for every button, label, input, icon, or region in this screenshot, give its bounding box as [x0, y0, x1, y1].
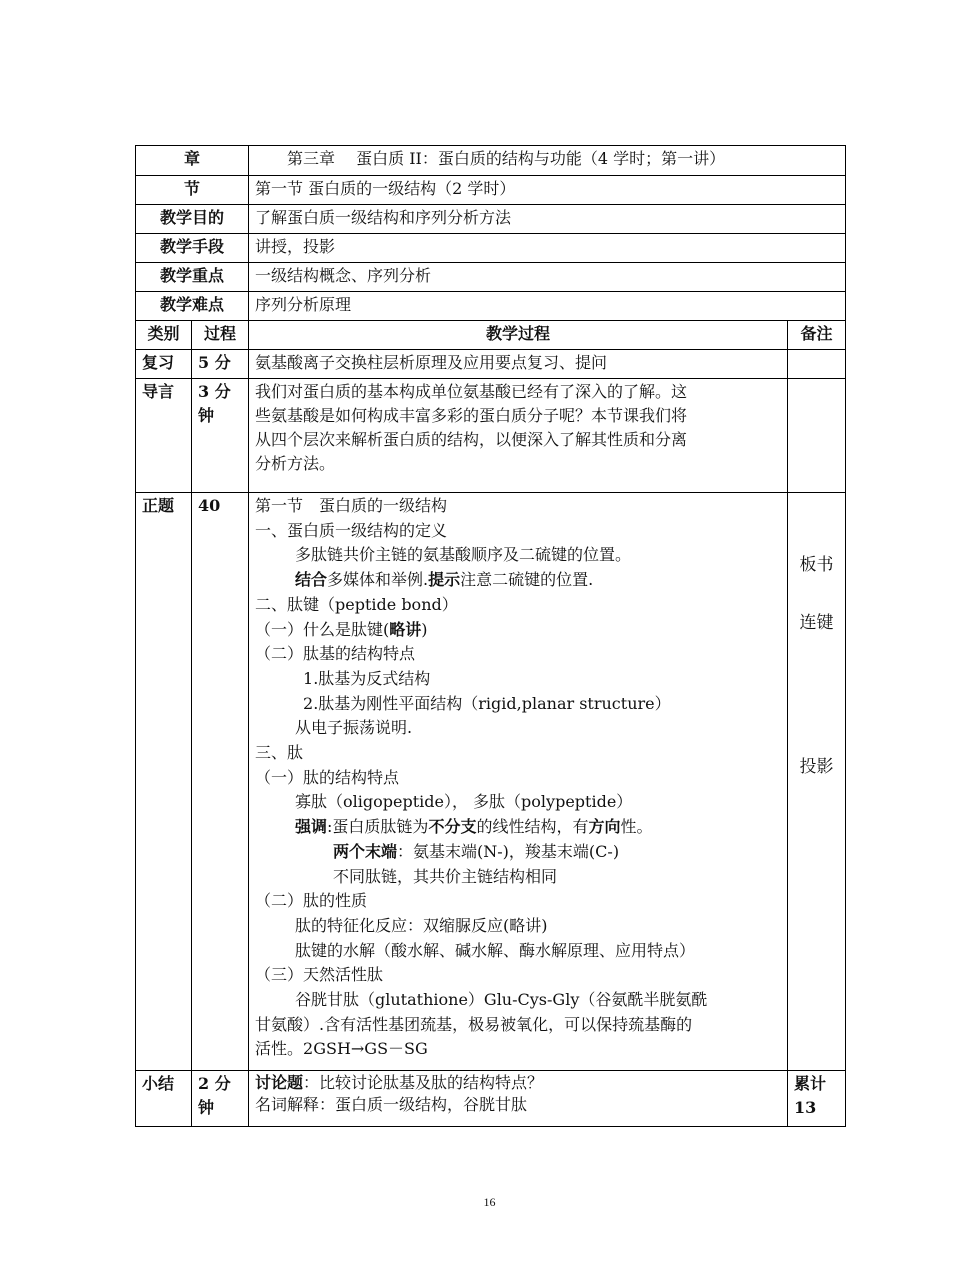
main-line: 二、肽键（peptide bond） [255, 594, 458, 614]
main-text: 多媒体和举例. [327, 570, 429, 590]
main-line: 活性。2GSH→GS－SG [255, 1039, 428, 1059]
intro-duration-line-2: 钟 [198, 406, 215, 425]
main-line: 肽键的水解（酸水解、碱水解、酶水解原理、应用特点） [295, 940, 696, 960]
row-focus [136, 263, 846, 292]
note-projection: 投影 [799, 757, 834, 777]
label-difficulty: 教学难点 [136, 292, 249, 321]
emphasis: 结合 [295, 570, 328, 590]
main-line: （二）肽的性质 [255, 891, 368, 911]
review-duration: 5 分 [192, 350, 249, 379]
main-line [255, 815, 781, 840]
emphasis: 两个末端 [333, 841, 398, 861]
main-text: 注意二硫键的位置. [460, 570, 594, 590]
main-text: ) [421, 619, 428, 639]
row-review [136, 350, 846, 379]
row-main [136, 493, 846, 1071]
intro-line: 分析方法。 [255, 454, 336, 473]
label-chapter: 章 [136, 146, 249, 176]
main-line: 2.肽基为刚性平面结构（rigid,planar structure） [303, 693, 671, 713]
summary-duration-line-2: 钟 [198, 1098, 215, 1117]
main-category: 正题 [136, 493, 192, 1071]
main-text: 性。 [620, 817, 653, 837]
emphasis: 不分支 [428, 817, 477, 837]
main-line: 甘氨酸）.含有活性基团巯基，极易被氧化，可以保持巯基酶的 [255, 1014, 693, 1034]
col-duration: 过程 [192, 321, 249, 350]
main-text: :蛋白质肽链为 [327, 817, 429, 837]
row-section [136, 176, 846, 205]
label-method: 教学手段 [136, 234, 249, 263]
main-text: 的线性结构，有 [476, 817, 589, 837]
main-line: 1.肽基为反式结构 [303, 668, 431, 688]
main-content [249, 493, 788, 1071]
main-line: 三、肽 [255, 743, 304, 763]
main-line [255, 840, 781, 865]
emphasis: 方向 [588, 817, 621, 837]
main-line: 从电子振荡说明. [295, 718, 413, 738]
row-difficulty [136, 292, 846, 321]
main-line: 一、蛋白质一级结构的定义 [255, 520, 448, 540]
main-line: 第一节 蛋白质的一级结构 [255, 496, 448, 515]
summary-note-line-2: 13 [794, 1098, 817, 1117]
summary-note-line-1: 累计 [794, 1074, 827, 1093]
main-text: ：氨基末端(N-)，羧基末端(C-) [397, 841, 620, 861]
lesson-plan-table [135, 145, 846, 1127]
summary-line: 名词解释：蛋白质一级结构，谷胱甘肽 [255, 1095, 528, 1114]
main-notes [788, 493, 846, 1071]
emphasis: 讨论题 [255, 1073, 304, 1092]
note-board: 板书 [799, 555, 834, 575]
intro-duration-line-1: 3 分 [198, 382, 231, 401]
row-chapter [136, 146, 846, 176]
label-objective: 教学目的 [136, 205, 249, 234]
col-notes: 备注 [788, 321, 846, 350]
summary-line [255, 1072, 781, 1094]
emphasis: 略讲 [389, 619, 422, 639]
intro-duration [192, 379, 249, 493]
summary-content [249, 1071, 788, 1127]
col-category: 类别 [136, 321, 192, 350]
main-line: 多肽链共价主链的氨基酸顺序及二硫键的位置。 [295, 545, 632, 565]
main-line: （三）天然活性肽 [255, 965, 384, 985]
value-difficulty: 序列分析原理 [249, 292, 846, 321]
value-chapter: 第三章 蛋白质 II：蛋白质的结构与功能（4 学时；第一讲） [249, 146, 846, 176]
main-line: 不同肽链，其共价主链结构相同 [333, 866, 558, 886]
label-section: 节 [136, 176, 249, 205]
summary-duration [192, 1071, 249, 1127]
main-line: （二）肽基的结构特点 [255, 644, 416, 664]
summary-text: ：比较讨论肽基及肽的结构特点？ [303, 1073, 544, 1092]
value-section: 第一节 蛋白质的一级结构（2 学时） [249, 176, 846, 205]
page-number: 16 [483, 1195, 496, 1209]
intro-line: 从四个层次来解析蛋白质的结构，以便深入了解其性质和分离 [255, 430, 688, 449]
review-notes [788, 350, 846, 379]
row-column-headers [136, 321, 846, 350]
row-objective [136, 205, 846, 234]
main-line: 谷胱甘肽（glutathione）Glu-Cys-Gly（谷氨酰半胱氨酰 [295, 990, 708, 1010]
main-duration: 40 [192, 493, 249, 1071]
emphasis: 提示 [428, 570, 461, 590]
main-line: （一）肽的结构特点 [255, 767, 400, 787]
intro-category: 导言 [136, 379, 192, 493]
intro-line: 些氨基酸是如何构成丰富多彩的蛋白质分子呢？本节课我们将 [255, 406, 688, 425]
intro-notes [788, 379, 846, 493]
value-method: 讲授，投影 [249, 234, 846, 263]
label-focus: 教学重点 [136, 263, 249, 292]
review-category: 复习 [136, 350, 192, 379]
value-focus: 一级结构概念、序列分析 [249, 263, 846, 292]
col-process: 教学过程 [249, 321, 788, 350]
main-text: （一）什么是肽键( [255, 619, 390, 639]
intro-line: 我们对蛋白质的基本构成单位氨基酸已经有了深入的了解。这 [255, 382, 688, 401]
summary-notes [788, 1071, 846, 1127]
intro-content [249, 379, 788, 493]
row-intro [136, 379, 846, 493]
main-line [255, 618, 781, 643]
row-method [136, 234, 846, 263]
main-line: 肽的特征化反应：双缩脲反应(略讲) [295, 915, 548, 935]
emphasis: 强调 [295, 817, 328, 837]
note-model: 连键 [799, 613, 834, 633]
row-summary [136, 1071, 846, 1127]
summary-category: 小结 [136, 1071, 192, 1127]
value-objective: 了解蛋白质一级结构和序列分析方法 [249, 205, 846, 234]
summary-duration-line-1: 2 分 [198, 1074, 231, 1093]
main-line: 寡肽（oligopeptide）， 多肽（polypeptide） [295, 792, 633, 812]
review-content: 氨基酸离子交换柱层析原理及应用要点复习、提问 [249, 350, 788, 379]
main-line [255, 568, 781, 593]
